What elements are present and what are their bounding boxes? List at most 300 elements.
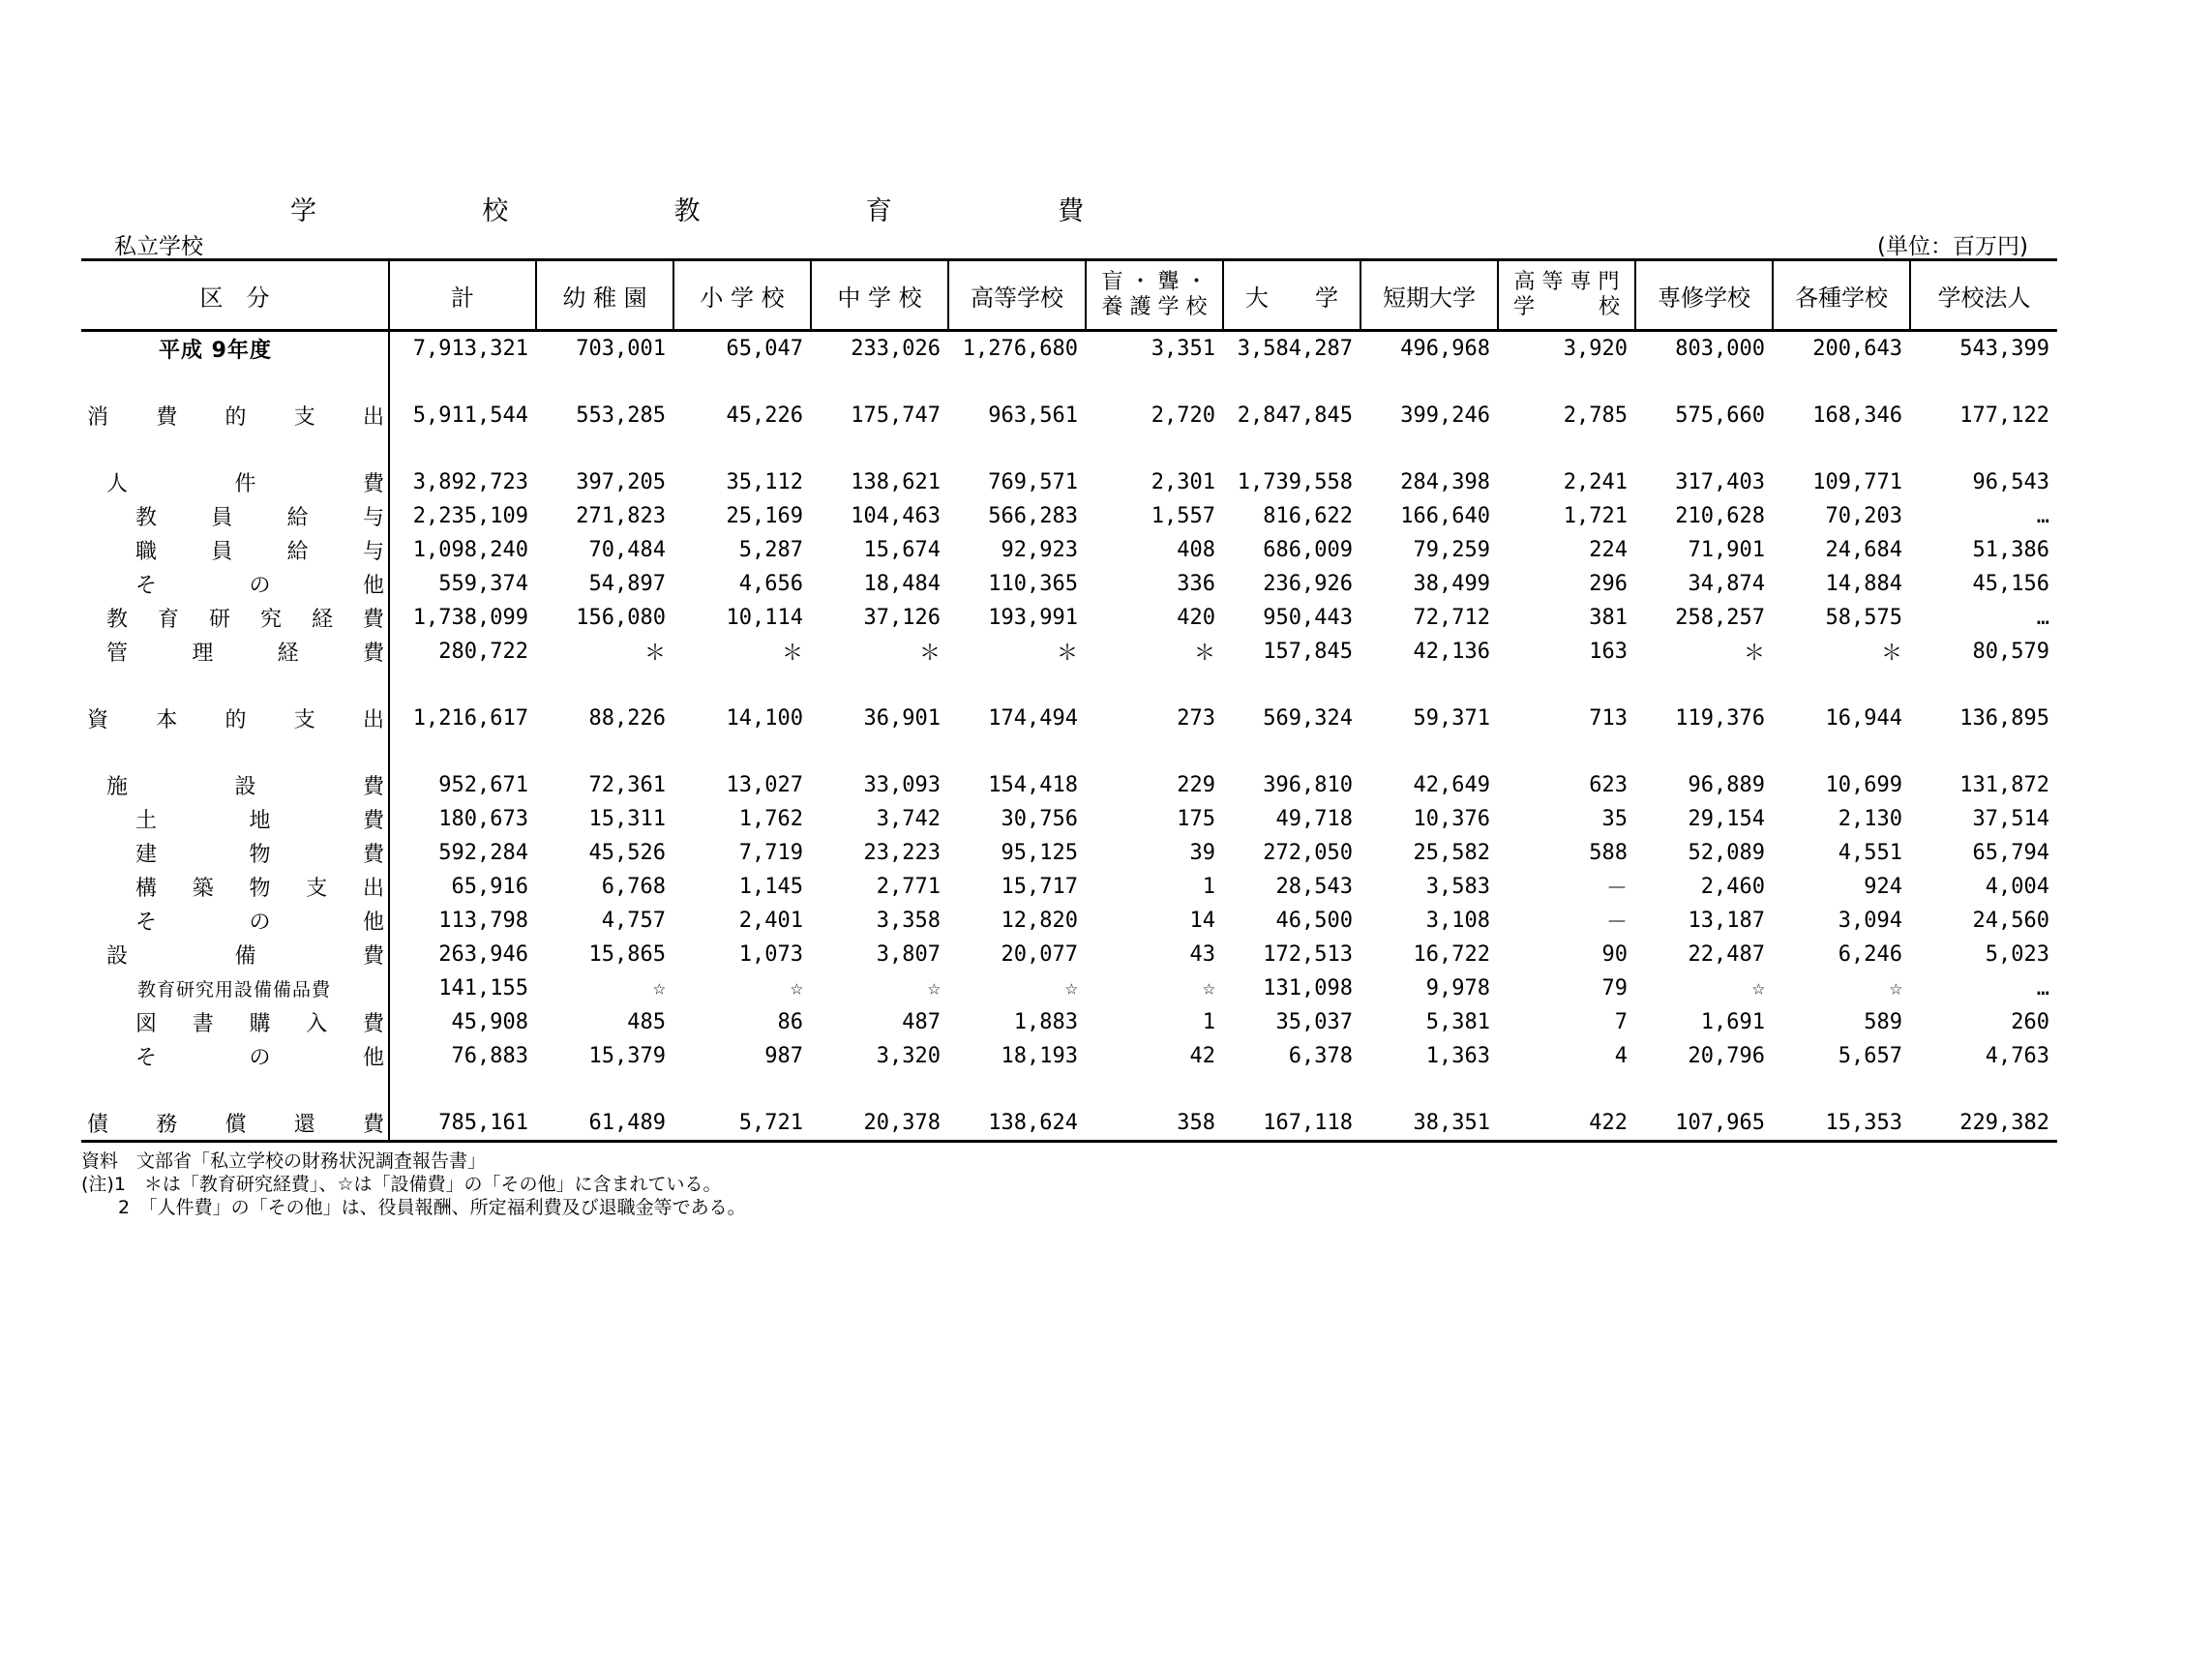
value-cell: 20,077 <box>1001 942 1078 967</box>
label-char: そ <box>135 1046 158 1070</box>
value-cell: 141,155 <box>438 976 528 1000</box>
table-row <box>81 938 2057 971</box>
value-cell: 543,399 <box>1959 337 2049 361</box>
value-cell: 45,226 <box>726 403 803 428</box>
row-label-text <box>81 838 388 868</box>
value-cell: 113,798 <box>438 909 528 933</box>
table-row <box>81 1039 2057 1073</box>
value-cell: 381 <box>1589 606 1628 630</box>
row-label-text <box>81 906 388 936</box>
spacer-cell <box>1635 433 1773 465</box>
value-cell: 296 <box>1589 572 1628 596</box>
value-cell: 72,712 <box>1413 606 1490 630</box>
spacer-cell <box>536 735 673 768</box>
value-cell: 420 <box>1177 606 1215 630</box>
label-char: 物 <box>249 843 271 867</box>
value-cell: 175,747 <box>851 403 941 428</box>
spacer-cell <box>1360 366 1498 399</box>
spacer-cell <box>1086 669 1223 702</box>
value-cell: 25,169 <box>726 504 803 528</box>
value-cell: 10,376 <box>1413 807 1490 831</box>
spacer-cell <box>811 433 948 465</box>
value-cell: 210,628 <box>1675 504 1765 528</box>
value-cell: … <box>2036 606 2049 630</box>
label-char: 購 <box>249 1012 271 1036</box>
value-cell: 233,026 <box>851 337 941 361</box>
label-char: 費 <box>156 405 178 430</box>
value-cell: 3,920 <box>1563 337 1628 361</box>
value-cell: 485 <box>627 1010 666 1034</box>
row-label <box>81 971 389 1005</box>
value-cell: ☆ <box>1202 976 1215 1000</box>
value-cell: ☆ <box>927 976 941 1000</box>
unit-label: (単位：百万円) <box>1877 234 2028 259</box>
label-char: 経 <box>311 608 333 632</box>
header-junior-high: 中 学 校 <box>811 260 948 331</box>
value-cell: 20,796 <box>1688 1044 1765 1068</box>
spacer-cell <box>1635 735 1773 768</box>
value-cell: 10,699 <box>1825 773 1902 797</box>
spacer-cell <box>1086 735 1223 768</box>
value-cell: 4,656 <box>738 572 803 596</box>
label-char: 建 <box>135 843 158 867</box>
spacer-label-cell <box>81 669 389 702</box>
value-cell: 193,991 <box>988 606 1078 630</box>
label-char: の <box>249 911 271 935</box>
value-cell: 2,847,845 <box>1237 403 1353 428</box>
value-cell: ＊ <box>918 642 941 666</box>
value-cell: 86 <box>777 1010 803 1034</box>
spacer-cell <box>673 366 811 399</box>
value-cell: 1,216,617 <box>412 706 528 731</box>
label-char: 平成 9年度 <box>159 339 272 363</box>
value-cell: 260 <box>2011 1010 2049 1034</box>
label-char: の <box>249 574 271 598</box>
value-cell: 229 <box>1177 773 1215 797</box>
value-cell: 396,810 <box>1263 773 1353 797</box>
title-char: 育 <box>865 196 892 226</box>
value-cell: 15,865 <box>588 942 666 967</box>
value-cell: 13,187 <box>1688 909 1765 933</box>
row-label-text <box>81 501 388 531</box>
label-char: 育 <box>157 608 179 632</box>
header-row <box>81 260 2057 331</box>
row-label-text <box>81 1041 388 1071</box>
value-cell: 200,643 <box>1812 337 1902 361</box>
value-cell: ＊ <box>1056 642 1078 666</box>
table-row <box>81 1106 2057 1142</box>
table-row <box>81 399 2057 433</box>
label-char: 人 <box>106 472 129 496</box>
row-label <box>81 904 389 938</box>
spacer-cell <box>1223 366 1360 399</box>
value-cell: 408 <box>1177 538 1215 562</box>
value-cell: 38,351 <box>1360 1106 1498 1142</box>
spacer-cell <box>1498 669 1635 702</box>
value-cell: 54,897 <box>588 572 666 596</box>
label-char: 資 <box>87 708 109 732</box>
label-char: 支 <box>293 708 315 732</box>
value-cell: 987 <box>764 1044 803 1068</box>
spacer-cell <box>536 366 673 399</box>
value-cell: 15,717 <box>1001 875 1078 899</box>
value-cell: 4,757 <box>601 909 666 933</box>
table-row <box>81 567 2057 601</box>
value-cell: 37,514 <box>1972 807 2049 831</box>
label-char: 本 <box>156 708 178 732</box>
value-cell: 3,892,723 <box>412 470 528 494</box>
value-cell: 2,785 <box>1563 403 1628 428</box>
value-cell: 79,259 <box>1413 538 1490 562</box>
header-tech-line1: 高 等 専 門 <box>1513 270 1620 294</box>
value-cell: 397,205 <box>576 470 666 494</box>
label-char: 他 <box>362 1046 384 1070</box>
value-cell: 2,301 <box>1151 470 1215 494</box>
value-cell: 3,742 <box>876 807 941 831</box>
label-char: 給 <box>286 540 309 564</box>
value-cell: 96,543 <box>1972 470 2049 494</box>
value-cell: 36,901 <box>863 706 941 731</box>
label-char: そ <box>135 574 158 598</box>
value-cell: … <box>2036 976 2049 1000</box>
value-cell: 272,050 <box>1263 841 1353 865</box>
value-cell: 280,722 <box>438 640 528 664</box>
table-row <box>81 870 2057 904</box>
label-char: 構 <box>135 877 158 901</box>
spacer-cell <box>1773 433 1910 465</box>
label-char: 職 <box>135 540 158 564</box>
spacer-cell <box>1223 1073 1360 1106</box>
value-cell: 46,500 <box>1275 909 1353 933</box>
value-cell: 589 <box>1864 1010 1902 1034</box>
value-cell: 273 <box>1177 706 1215 731</box>
value-cell: 3,583 <box>1425 875 1490 899</box>
header-kindergarten: 幼 稚 園 <box>536 260 673 331</box>
value-cell: 1,557 <box>1151 504 1215 528</box>
value-cell: 422 <box>1498 1106 1635 1142</box>
value-cell: 43 <box>1189 942 1215 967</box>
table-row <box>81 971 2057 1005</box>
value-cell: 769,571 <box>988 470 1078 494</box>
value-cell: 33,093 <box>863 773 941 797</box>
row-label-text <box>81 940 388 970</box>
label-char: 与 <box>362 540 384 564</box>
value-cell: 2,130 <box>1838 807 1902 831</box>
spacer-cell <box>1773 735 1910 768</box>
value-cell: 803,000 <box>1675 337 1765 361</box>
spacer-cell <box>948 1073 1086 1106</box>
value-cell: 963,561 <box>988 403 1078 428</box>
value-cell: 76,883 <box>451 1044 528 1068</box>
spacer-cell <box>1498 433 1635 465</box>
header-misc-school: 各種学校 <box>1773 260 1910 331</box>
row-label-text <box>81 401 388 431</box>
spacer-cell <box>811 735 948 768</box>
spacer-cell <box>948 669 1086 702</box>
table-body <box>81 331 2057 1142</box>
value-cell: 16,944 <box>1825 706 1902 731</box>
value-cell: 174,494 <box>988 706 1078 731</box>
value-cell: 6,246 <box>1838 942 1902 967</box>
label-char: 的 <box>224 708 247 732</box>
value-cell: 816,622 <box>1263 504 1353 528</box>
spacer-cell <box>811 669 948 702</box>
row-label-text <box>81 467 388 497</box>
value-cell: 20,378 <box>811 1106 948 1142</box>
value-cell: 3,358 <box>876 909 941 933</box>
value-cell: 1,883 <box>1013 1010 1078 1034</box>
value-cell: 14 <box>1189 909 1215 933</box>
spacer-cell <box>536 669 673 702</box>
header-university: 大 学 <box>1223 260 1360 331</box>
spacer-cell <box>1360 735 1498 768</box>
value-cell: 88,226 <box>588 706 666 731</box>
spacer-cell <box>1223 669 1360 702</box>
value-cell: 25,582 <box>1413 841 1490 865</box>
value-cell: 14,884 <box>1825 572 1902 596</box>
label-char: 員 <box>211 506 233 530</box>
label-char: 出 <box>362 877 384 901</box>
value-cell: ☆ <box>652 976 666 1000</box>
spacer-cell <box>1773 669 1910 702</box>
value-cell: 1,762 <box>738 807 803 831</box>
table-row <box>81 904 2057 938</box>
value-cell: 6,378 <box>1288 1044 1353 1068</box>
value-cell: 5,381 <box>1425 1010 1490 1034</box>
value-cell: 131,098 <box>1263 976 1353 1000</box>
row-label <box>81 499 389 533</box>
value-cell: 42 <box>1189 1044 1215 1068</box>
value-cell: 1,145 <box>738 875 803 899</box>
spacer-row <box>81 1073 2057 1106</box>
table-row <box>81 533 2057 567</box>
value-cell: 10,114 <box>726 606 803 630</box>
label-char: 支 <box>306 877 328 901</box>
row-label <box>81 533 389 567</box>
value-cell: 258,257 <box>1675 606 1765 630</box>
value-cell: 52,089 <box>1688 841 1765 865</box>
value-cell: 713 <box>1589 706 1628 731</box>
label-char: 他 <box>362 911 384 935</box>
row-label-text <box>81 1108 388 1138</box>
value-cell: 70,203 <box>1825 504 1902 528</box>
header-specialized-training: 専修学校 <box>1635 260 1773 331</box>
value-cell: 785,161 <box>389 1106 536 1142</box>
value-cell: 229,382 <box>1910 1106 2057 1142</box>
value-cell: 29,154 <box>1688 807 1765 831</box>
header-special-line1: 盲 ・ 聾 ・ <box>1101 270 1208 294</box>
value-cell: 496,968 <box>1400 337 1490 361</box>
spacer-cell <box>811 366 948 399</box>
header-technical-college <box>1498 260 1635 331</box>
table-row <box>81 702 2057 735</box>
header-special-school <box>1086 260 1223 331</box>
label-char: 出 <box>362 405 384 430</box>
value-cell: 224 <box>1589 538 1628 562</box>
value-cell: 1,739,558 <box>1237 470 1353 494</box>
table-row <box>81 1005 2057 1039</box>
value-cell: 177,122 <box>1959 403 2049 428</box>
table-row <box>81 635 2057 669</box>
value-cell: 24,560 <box>1972 909 2049 933</box>
value-cell: 9,978 <box>1425 976 1490 1000</box>
label-char: 地 <box>249 809 271 833</box>
value-cell: 167,118 <box>1223 1106 1360 1142</box>
value-cell: 45,908 <box>451 1010 528 1034</box>
value-cell: 59,371 <box>1413 706 1490 731</box>
value-cell: 15,674 <box>863 538 941 562</box>
spacer-cell <box>536 433 673 465</box>
value-cell: 263,946 <box>438 942 528 967</box>
row-label-text <box>81 569 388 599</box>
label-char: 物 <box>249 877 271 901</box>
value-cell: 58,575 <box>1825 606 1902 630</box>
value-cell: 72,361 <box>588 773 666 797</box>
value-cell: 18,484 <box>863 572 941 596</box>
value-cell: 14,100 <box>726 706 803 731</box>
value-cell: 1 <box>1202 1010 1215 1034</box>
spacer-cell <box>1223 735 1360 768</box>
value-cell: 154,418 <box>988 773 1078 797</box>
value-cell: 34,874 <box>1688 572 1765 596</box>
row-label-text <box>81 872 388 902</box>
value-cell: 156,080 <box>576 606 666 630</box>
spacer-cell <box>1635 1073 1773 1106</box>
table-row <box>81 836 2057 870</box>
label-char: 設 <box>106 944 129 969</box>
footnotes <box>81 1150 746 1219</box>
label-char: 図 <box>135 1012 158 1036</box>
row-label-text <box>81 603 388 633</box>
value-cell: 61,489 <box>536 1106 673 1142</box>
value-cell: 80,579 <box>1972 640 2049 664</box>
value-cell: 12,820 <box>1001 909 1078 933</box>
row-label <box>81 1039 389 1073</box>
value-cell: 4 <box>1614 1044 1628 1068</box>
source-note: 資料 文部省「私立学校の財務状況調査報告書」 <box>81 1150 487 1172</box>
value-cell: 38,499 <box>1413 572 1490 596</box>
title-char: 校 <box>482 196 509 226</box>
label-char: 築 <box>192 877 214 901</box>
table-row <box>81 331 2057 367</box>
value-cell: 686,009 <box>1263 538 1353 562</box>
label-char: 債 <box>87 1113 109 1137</box>
row-label-text <box>81 334 388 364</box>
row-label <box>81 768 389 802</box>
row-label <box>81 601 389 635</box>
row-label-text <box>81 535 388 565</box>
label-char: 経 <box>277 642 299 666</box>
row-label <box>81 802 389 836</box>
value-cell: 109,771 <box>1812 470 1902 494</box>
value-cell: － <box>1605 911 1628 935</box>
row-label-text <box>81 637 388 667</box>
value-cell: 71,901 <box>1688 538 1765 562</box>
value-cell: 703,001 <box>576 337 666 361</box>
spacer-row <box>81 669 2057 702</box>
header-junior-college: 短期大学 <box>1360 260 1498 331</box>
title-char: 学 <box>290 196 316 226</box>
spacer-cell <box>1223 433 1360 465</box>
value-cell: 2,401 <box>738 909 803 933</box>
spacer-cell <box>948 433 1086 465</box>
spacer-cell <box>1360 1073 1498 1106</box>
value-cell: 70,484 <box>588 538 666 562</box>
row-label <box>81 567 389 601</box>
table-row <box>81 768 2057 802</box>
value-cell: 24,684 <box>1825 538 1902 562</box>
value-cell: 79 <box>1601 976 1628 1000</box>
value-cell: 92,923 <box>1001 538 1078 562</box>
table-row <box>81 465 2057 499</box>
value-cell: ☆ <box>790 976 803 1000</box>
value-cell: ☆ <box>1751 976 1765 1000</box>
label-char: の <box>249 1046 271 1070</box>
table-row <box>81 499 2057 533</box>
label-char: 費 <box>362 775 384 799</box>
spacer-row <box>81 433 2057 465</box>
value-cell: 553,285 <box>576 403 666 428</box>
row-label <box>81 465 389 499</box>
header-tech-line2: 学 校 <box>1512 295 1620 319</box>
value-cell: 5,721 <box>673 1106 811 1142</box>
value-cell: ☆ <box>1889 976 1902 1000</box>
value-cell: 119,376 <box>1675 706 1765 731</box>
value-cell: 7,913,321 <box>412 337 528 361</box>
value-cell: 284,398 <box>1400 470 1490 494</box>
value-cell: 4,763 <box>1985 1044 2049 1068</box>
value-cell: 1 <box>1202 875 1215 899</box>
value-cell: 336 <box>1177 572 1215 596</box>
value-cell: 35 <box>1601 807 1628 831</box>
spacer-cell <box>1635 366 1773 399</box>
spacer-cell <box>673 669 811 702</box>
value-cell: 5,287 <box>738 538 803 562</box>
spacer-cell <box>1910 366 2057 399</box>
value-cell: 1,098,240 <box>412 538 528 562</box>
label-char: 費 <box>362 843 384 867</box>
value-cell: ＊ <box>643 642 666 666</box>
row-label <box>81 702 389 735</box>
value-cell: 1,721 <box>1563 504 1628 528</box>
value-cell: 136,895 <box>1959 706 2049 731</box>
spacer-row <box>81 366 2057 399</box>
value-cell: 2,771 <box>876 875 941 899</box>
value-cell: 3,320 <box>876 1044 941 1068</box>
value-cell: 569,324 <box>1263 706 1353 731</box>
value-cell: 172,513 <box>1263 942 1353 967</box>
note-2: 2 「人件費」の「その他」は、役員報酬、所定福利費及び退職金等である。 <box>81 1197 746 1218</box>
label-char: 土 <box>135 809 158 833</box>
label-char: 教 <box>106 608 129 632</box>
value-cell: 623 <box>1589 773 1628 797</box>
row-label <box>81 870 389 904</box>
value-cell: 96,889 <box>1688 773 1765 797</box>
spacer-label-cell <box>81 1073 389 1106</box>
spacer-label-cell <box>81 366 389 399</box>
value-cell: 166,640 <box>1400 504 1490 528</box>
value-cell: 138,621 <box>851 470 941 494</box>
spacer-cell <box>1498 366 1635 399</box>
label-char: 支 <box>293 405 315 430</box>
row-label <box>81 399 389 433</box>
value-cell: 65,794 <box>1972 841 2049 865</box>
value-cell: ＊ <box>1193 642 1215 666</box>
value-cell: … <box>2036 504 2049 528</box>
value-cell: 1,363 <box>1425 1044 1490 1068</box>
value-cell: 157,845 <box>1263 640 1353 664</box>
label-char: 件 <box>234 472 256 496</box>
